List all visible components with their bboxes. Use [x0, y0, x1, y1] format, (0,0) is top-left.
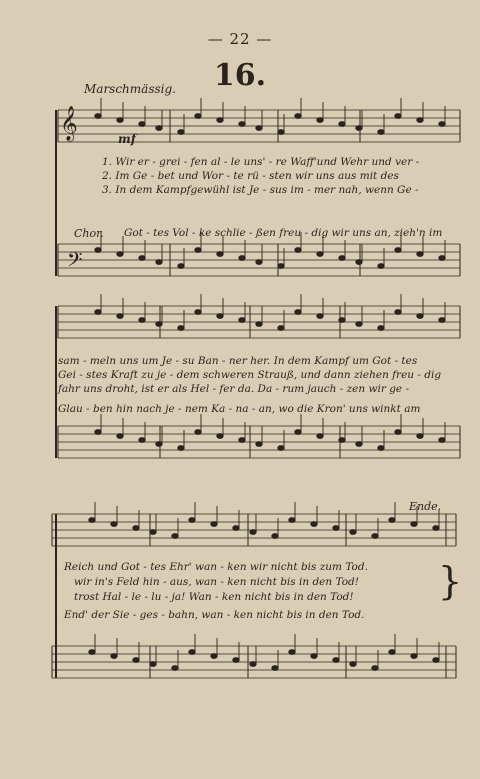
lyric-verse2-line2: Gei - stes Kraft zu je - dem schweren Strauß, und dann ziehen freu - dig: [58, 369, 442, 381]
note-head: [211, 654, 217, 659]
note-head: [89, 518, 95, 523]
note-head: [350, 662, 356, 667]
note-head: [339, 122, 345, 127]
note-head: [356, 322, 362, 327]
lyric-verse1-line1: 1. Wir er - grei - fen al - le uns' - re Waff'und Wehr und ver -: [102, 156, 420, 168]
note-head: [178, 264, 184, 269]
note-head: [117, 314, 123, 319]
note-head: [289, 650, 295, 655]
note-head: [439, 438, 445, 443]
lyric-verse3-line2: fahr uns droht, ist er als Hel - fer da. Da - rum jauch - zen wir ge -: [58, 383, 410, 395]
note-head: [272, 666, 278, 671]
note-head: [350, 530, 356, 535]
note-head: [195, 310, 201, 315]
note-head: [356, 260, 362, 265]
note-head: [217, 118, 223, 123]
note-head: [278, 264, 284, 269]
note-head: [256, 126, 262, 131]
dynamic-marking: mf: [118, 132, 136, 146]
lyric-verse2-line1: 2. Im Ge - bet und Wor - te rü - sten wir uns aus mit des: [102, 170, 399, 182]
note-head: [89, 650, 95, 655]
note-head: [389, 518, 395, 523]
note-head: [195, 114, 201, 119]
note-head: [317, 252, 323, 257]
note-head: [95, 114, 101, 119]
note-head: [417, 118, 423, 123]
note-head: [395, 114, 401, 119]
note-head: [95, 310, 101, 315]
note-head: [356, 442, 362, 447]
lyric-verse1-line2: sam - meln uns um Je - su Ban - ner her. In dem Kampf um Got - tes: [58, 355, 418, 367]
note-head: [278, 326, 284, 331]
note-head: [378, 326, 384, 331]
note-head: [156, 126, 162, 131]
note-head: [256, 322, 262, 327]
bass-clef-icon: 𝄢: [67, 248, 83, 276]
lyric-verse3-line1: 3. In dem Kampfgewühl ist Je - sus im - mer nah, wenn Ge -: [102, 184, 419, 196]
note-head: [333, 658, 339, 663]
tempo-marking: Marschmässig.: [84, 82, 176, 96]
note-head: [378, 130, 384, 135]
note-head: [117, 252, 123, 257]
note-head: [256, 260, 262, 265]
note-head: [156, 322, 162, 327]
lyric-chorus-line3: End' der Sie - ges - bahn, wan - ken nicht bis in den Tod.: [64, 609, 365, 621]
lyric-verse3-line3: trost Hal - le - lu - ja! Wan - ken nicht bis in den Tod!: [74, 591, 354, 603]
note-head: [317, 314, 323, 319]
note-head: [295, 430, 301, 435]
note-head: [139, 318, 145, 323]
note-head: [439, 256, 445, 261]
note-head: [178, 326, 184, 331]
note-head: [239, 122, 245, 127]
note-head: [289, 518, 295, 523]
note-head: [339, 256, 345, 261]
note-head: [389, 650, 395, 655]
note-head: [333, 526, 339, 531]
note-head: [139, 122, 145, 127]
note-head: [317, 434, 323, 439]
note-head: [133, 658, 139, 663]
note-head: [150, 662, 156, 667]
note-head: [195, 248, 201, 253]
note-head: [233, 526, 239, 531]
note-head: [139, 256, 145, 261]
note-head: [217, 252, 223, 257]
note-head: [239, 438, 245, 443]
note-head: [217, 314, 223, 319]
note-head: [311, 522, 317, 527]
note-head: [278, 446, 284, 451]
note-head: [156, 442, 162, 447]
note-head: [439, 318, 445, 323]
note-head: [211, 522, 217, 527]
note-head: [372, 534, 378, 539]
note-head: [117, 434, 123, 439]
note-head: [150, 530, 156, 535]
note-head: [411, 654, 417, 659]
note-head: [189, 518, 195, 523]
lyric-verse1-line3: Reich und Got - tes Ehr' wan - ken wir nicht bis zum Tod.: [64, 561, 368, 573]
note-head: [433, 526, 439, 531]
hymn-number: 16.: [213, 58, 267, 93]
lyric-chorus-line2: Glau - ben hin nach je - nem Ka - na - an, wo die Kron' uns winkt am: [58, 403, 421, 415]
note-head: [295, 310, 301, 315]
note-head: [233, 658, 239, 663]
verse-brace: }: [438, 559, 463, 603]
note-head: [256, 442, 262, 447]
note-head: [111, 654, 117, 659]
note-head: [395, 310, 401, 315]
note-head: [156, 260, 162, 265]
note-head: [339, 318, 345, 323]
note-head: [395, 248, 401, 253]
note-head: [111, 522, 117, 527]
page-number: — 22 —: [207, 30, 273, 48]
note-head: [295, 248, 301, 253]
treble-clef-icon: 𝄞: [60, 106, 78, 141]
note-head: [278, 130, 284, 135]
note-head: [95, 248, 101, 253]
note-head: [372, 666, 378, 671]
note-head: [239, 256, 245, 261]
lyric-verse2-line3: wir in's Feld hin - aus, wan - ken nicht bis in den Tod!: [74, 576, 359, 588]
note-head: [311, 654, 317, 659]
end-label: Ende.: [409, 500, 442, 513]
note-head: [172, 534, 178, 539]
note-head: [178, 446, 184, 451]
note-head: [378, 264, 384, 269]
note-head: [417, 252, 423, 257]
note-head: [239, 318, 245, 323]
note-head: [295, 114, 301, 119]
note-head: [139, 438, 145, 443]
note-head: [356, 126, 362, 131]
note-head: [195, 430, 201, 435]
note-head: [250, 662, 256, 667]
note-head: [339, 438, 345, 443]
note-head: [117, 118, 123, 123]
note-head: [411, 522, 417, 527]
lyric-chorus-line1: Got - tes Vol - ke schlie - ßen freu - dig wir uns an, zieh'n im: [124, 227, 443, 239]
note-head: [417, 314, 423, 319]
note-head: [133, 526, 139, 531]
note-head: [189, 650, 195, 655]
note-head: [217, 434, 223, 439]
note-head: [395, 430, 401, 435]
note-head: [272, 534, 278, 539]
chorus-label: Chor.: [74, 227, 104, 240]
note-head: [433, 658, 439, 663]
note-head: [439, 122, 445, 127]
note-head: [378, 446, 384, 451]
note-head: [317, 118, 323, 123]
note-head: [417, 434, 423, 439]
note-head: [250, 530, 256, 535]
note-head: [178, 130, 184, 135]
note-head: [172, 666, 178, 671]
note-head: [95, 430, 101, 435]
